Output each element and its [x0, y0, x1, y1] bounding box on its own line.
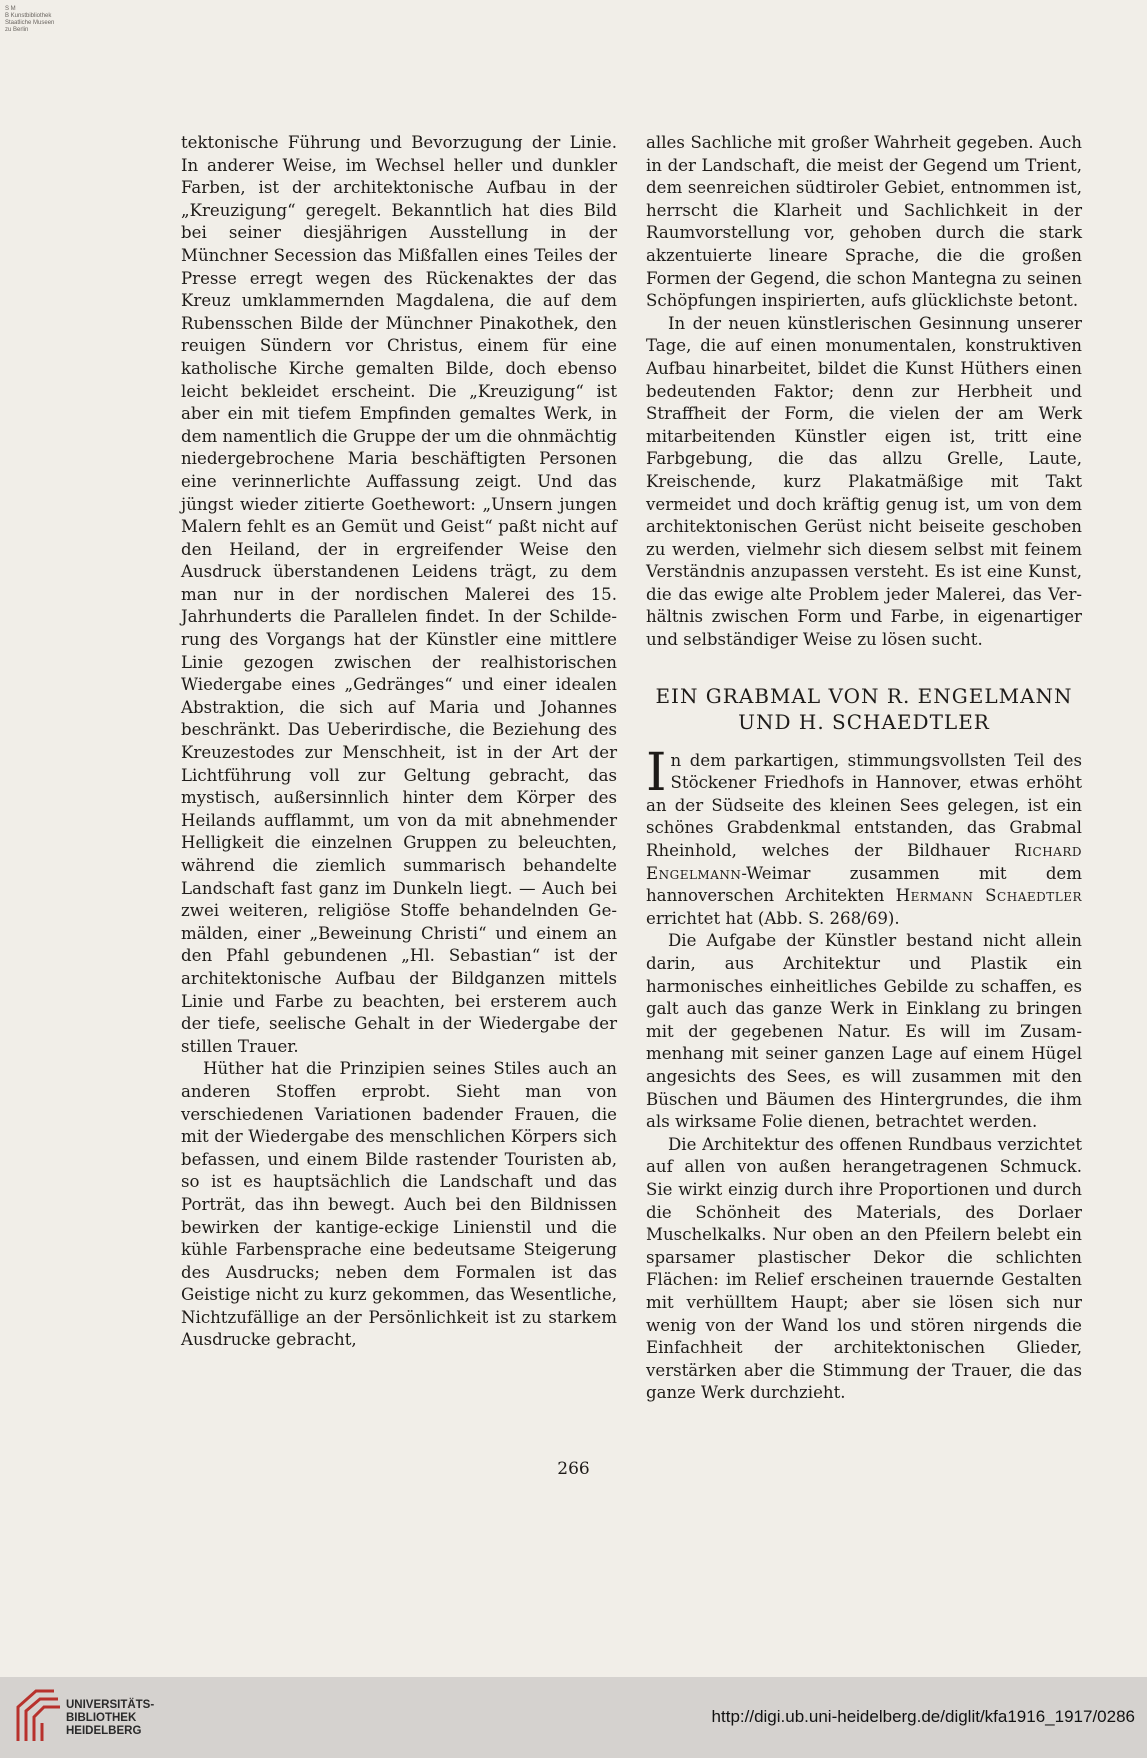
stamp-line: S M	[5, 6, 16, 12]
drop-cap: I	[646, 742, 667, 803]
heading-line: UND H. SCHAEDTLER	[738, 709, 990, 734]
paragraph: In der neuen künstlerischen Gesinnung unserer Tage, die auf einen monumentalen, konstruktiven Aufbau hinarbeitet, bildet die Kunst Hüthers einen bedeutenden Faktor; denn zur Herbheit und Straffheit der Form, die vielen der am Werk mitarbeitenden Künstler eigen ist, tritt eine Farbgebung, die das allzu Grelle, Laute, Kreischende, kurz Plakatmäßige mit Takt vermeidet und doch kräftig genug ist, um von dem architektonischen Gerüst nicht beiseite geschoben zu werden, vielmehr sich diesem selbst mit feinem Verständnis anzupassen versteht. Es ist eine Kunst, die das ewige alte Problem jeder Malerei, das Verhältnis zwischen Form und Farbe, in eigenartiger und selbständiger Weise zu lösen sucht.	[646, 313, 1082, 650]
architect-name: Hermann Schaedtler	[895, 886, 1083, 906]
text-run: n dem parkartigen, stimmungsvollsten Teil des Stöckener Friedhofs in Hannover, etwas erhöht an der Südseite des kleinen Sees gelegen, ist ein schönes Grabdenkmal entstanden, das Grabmal Rheinhold, welches der Bildhauer	[646, 750, 1082, 861]
stamp-line: Staatliche Museen	[5, 20, 55, 26]
footer-bar	[0, 1677, 1147, 1758]
stamp-line: zu Berlin	[5, 27, 29, 33]
library-name-line: BIBLIOTHEK	[66, 1712, 137, 1724]
text-run: -Weimar zusammen mit dem hannoverschen Architekten	[646, 863, 1082, 906]
stamp-line: B Kunstbibliothek	[5, 13, 52, 19]
right-text-column	[646, 132, 1082, 1405]
source-url-link[interactable]: http://digi.ub.uni-heidelberg.de/diglit/kfa1916_1917/0286	[711, 1707, 1135, 1726]
library-name	[66, 1699, 154, 1738]
paragraph: tektonische Führung und Bevorzugung der Linie. In anderer Weise, im Wechsel heller und dunkler Farben, ist der architektonische Aufbau in der „Kreuzigung“ geregelt. Bekanntlich hat dies Bild bei seiner diesjährigen Ausstellung in der Münchner Secession das Mißfallen eines Teiles der Presse erregt wegen des Rückenaktes der das Kreuz umklammernden Magdalena, die auf dem Rubensschen Bilde der Münchner Pinakothek, den reuigen Sündern vor Christus, einem für eine katholische Kirche gemalten Bilde, doch ebenso leicht bekleidet erscheint. Die „Kreuzigung“ ist aber ein mit tiefem Empfinden gemaltes Werk, in dem namentlich die Gruppe der um die ohnmächtig niedergebrochene Maria beschäftigten Personen eine verinnerlichte Auffassung zeigt. Und das jüngst wieder zitierte Goethewort: „Unsern jungen Malern fehlt es an Gemüt und Geist“ paßt nicht auf den Heiland, der in ergreifender Weise den Ausdruck überstandenen Leidens trägt, zu dem man nur in der nordischen Malerei des 15. Jahrhunderts die Parallelen findet. In der Schilderung des Vorgangs hat der Künstler eine mittlere Linie gezogen zwischen der realhistorischen Wiedergabe eines „Gedränges“ und einer idealen Abstraktion, die sich auf Maria und Johannes beschränkt. Das Ueberirdische, die Beziehung des Kreuzestodes zur Menschheit, ist in der Art der Lichtführung voll zur Geltung gebracht, das mystisch, außersinnlich hinter dem Körper des Heilands aufflammt, um von da mit abnehmender Helligkeit die einzelnen Gruppen zu beleuchten, während die ziemlich summarisch behandelte Landschaft fast ganz im Dunkeln liegt. — Auch bei zwei weiteren, religiöse Stoffe behandelnden Gemälden, einer „Beweinung Christi“ und einem an den Pfahl gebundenen „Hl. Sebastian“ ist der architektonische Aufbau der Bildganzen mittels Linie und Farbe zu beachten, bei ersterem auch der tiefe, seelische Gehalt in der Wiedergabe der stillen Trauer.	[181, 133, 617, 1056]
library-stamp	[5, 6, 54, 34]
article-paragraph: Die Aufgabe der Künstler bestand nicht allein darin, aus Architektur und Plastik ein harmonisches einheitliches Gebilde zu schaffen, es galt auch das ganze Werk in Einklang zu bringen mit der gegebenen Natur. Es will im Zusammenhang mit seiner ganzen Lage auf einem Hügel angesichts des Sees, es will zusammen mit den Büschen und Bäumen des Hintergrundes, die ihm als wirksame Folie dienen, betrachtet werden.	[646, 931, 1082, 1132]
page-number: 266	[557, 1459, 590, 1479]
text-run: errichtet hat (Abb. S. 268/69).	[646, 908, 900, 928]
university-library-logo	[14, 1687, 62, 1745]
left-text-column	[181, 132, 617, 1352]
article-paragraph: Die Architektur des offenen Rundbaus verzichtet auf allen von außen herangetragenen Schmuck. Sie wirkt einzig durch ihre Proportionen und durch die Schönheit des Materials, des Dorlaer Muschelkalks. Nur oben an den Pfeilern belebt ein sparsamer plastischer Dekor die schlichten Flächen: im Relief erscheinen trauernde Gestalten mit verhülltem Haupt; aber sie lösen sich nur wenig von der Wand los und stören nirgends die Einfachheit der architektonischen Glieder, verstärken aber die Stimmung der Trauer, die das ganze Werk durchzieht.	[646, 1134, 1082, 1403]
article-heading	[646, 683, 1082, 735]
artist-name: Richard Engelmann	[646, 841, 1082, 883]
library-name-line: HEIDELBERG	[66, 1725, 142, 1737]
paragraph: Hüther hat die Prinzipien seines Stiles auch an anderen Stoffen erprobt. Sieht man von verschiedenen Variationen badender Frauen, die mit der Wiedergabe des menschlichen Körpers sich befassen, und einem Bilde rastender Touristen ab, so ist es hauptsächlich die Landschaft und das Porträt, das ihn bewegt. Auch bei den Bildnissen bewirken der kantige-eckige Linienstil und die kühle Farbensprache eine bedeutsame Steigerung des Ausdrucks; neben dem Formalen ist das Geistige nicht zu kurz gekommen, das Wesentliche, Nichtzufällige an der Persönlichkeit ist zu starkem Ausdrucke gebracht,	[181, 1059, 617, 1350]
paragraph: alles Sachliche mit großer Wahrheit gegeben. Auch in der Landschaft, die meist der Gegend um Trient, dem seenreichen südtiroler Gebiet, entnommen ist, herrscht die Klarheit und Sachlichkeit in der Raumvorstellung vor, gehoben durch die stark akzentuierte lineare Sprache, die die großen Formen der Gegend, die schon Mantegna zu seinen Schöpfungen inspirierten, aufs glücklichste betont.	[646, 133, 1082, 311]
heading-line: EIN GRABMAL VON R. ENGELMANN	[655, 683, 1073, 708]
library-name-line: UNIVERSITÄTS-	[66, 1699, 155, 1711]
article-paragraph	[646, 742, 1083, 931]
